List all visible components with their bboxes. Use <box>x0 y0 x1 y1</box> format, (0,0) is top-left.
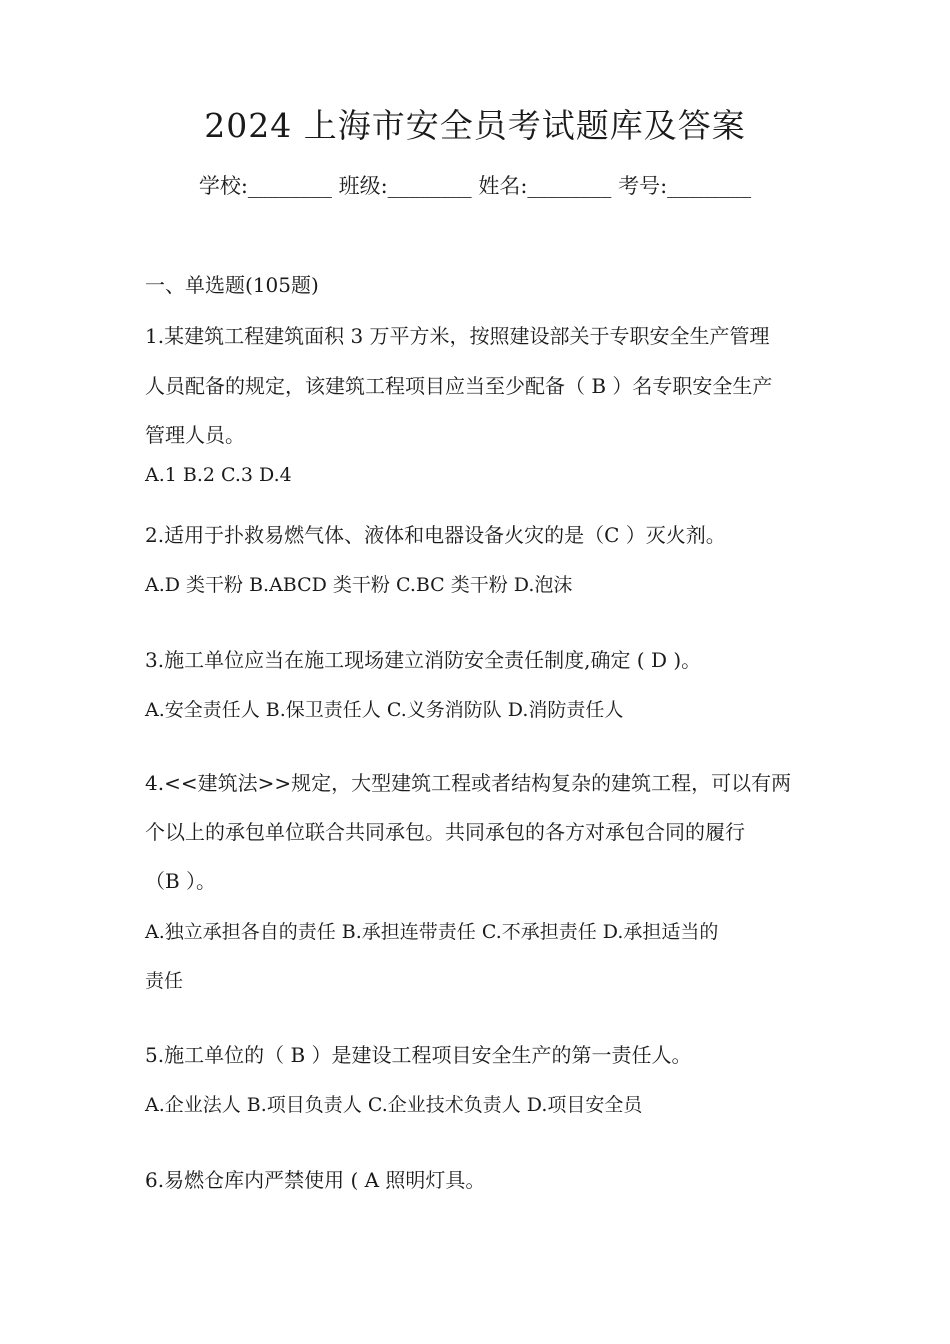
question-4-line-1: 4.<<建筑法>>规定，大型建筑工程或者结构复杂的建筑工程，可以有两 <box>145 771 792 795</box>
question-5-options: A.企业法人 B.项目负责人 C.企业技术负责人 D.项目安全员 <box>145 1094 643 1116</box>
question-4-line-3: （B ）。 <box>145 869 217 893</box>
question-2-line-1: 2.适用于扑救易燃气体、液体和电器设备火灾的是（C ）灭火剂。 <box>145 523 726 547</box>
section-heading: 一、单选题(105题) <box>145 273 319 297</box>
question-3-line-1: 3.施工单位应当在施工现场建立消防安全责任制度,确定 ( D )。 <box>145 648 702 672</box>
question-1-line-1: 1.某建筑工程建筑面积 3 万平方米，按照建设部关于专职安全生产管理 <box>145 324 770 348</box>
question-3-options: A.安全责任人 B.保卫责任人 C.义务消防队 D.消防责任人 <box>145 699 624 721</box>
question-1-line-3: 管理人员。 <box>145 423 245 447</box>
question-4-line-2: 个以上的承包单位联合共同承包。共同承包的各方对承包合同的履行 <box>145 820 745 844</box>
student-info-line: 学校:________ 班级:________ 姓名:________ 考号:________ <box>198 174 752 198</box>
question-1-line-2: 人员配备的规定，该建筑工程项目应当至少配备（ B ）名专职安全生产 <box>145 374 773 398</box>
question-1-options: A.1 B.2 C.3 D.4 <box>145 464 292 486</box>
question-5-line-1: 5.施工单位的（ B ）是建设工程项目安全生产的第一责任人。 <box>145 1043 692 1067</box>
question-2-options: A.D 类干粉 B.ABCD 类干粉 C.BC 类干粉 D.泡沫 <box>145 574 573 596</box>
question-4-options-line-2: 责任 <box>145 970 184 992</box>
question-6-line-1: 6.易燃仓库内严禁使用 ( A 照明灯具。 <box>145 1168 486 1192</box>
question-4-options-line-1: A.独立承担各自的责任 B.承担连带责任 C.不承担责任 D.承担适当的 <box>145 921 719 943</box>
document-title: 2024 上海市安全员考试题库及答案 <box>204 106 746 145</box>
